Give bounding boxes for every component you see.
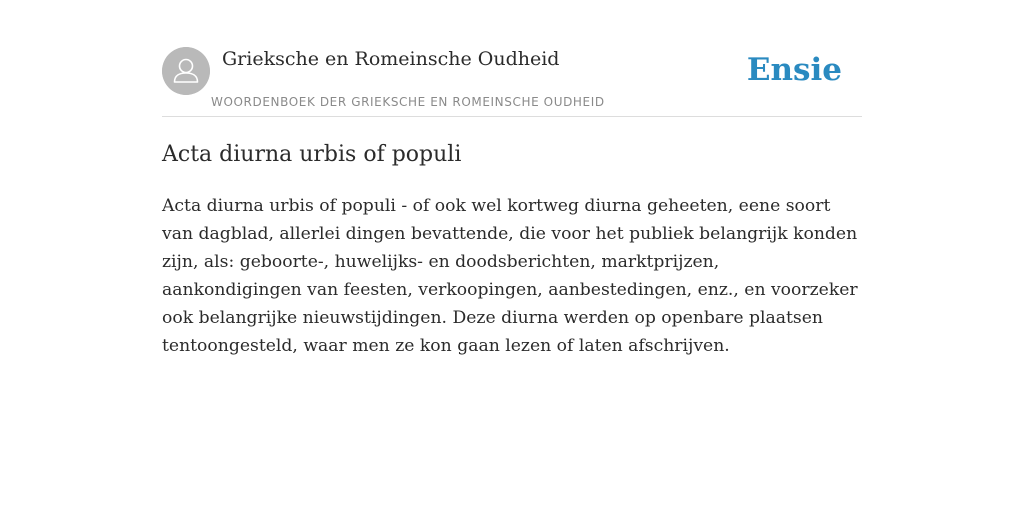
entry-title: Acta diurna urbis of populi [162, 142, 462, 167]
avatar[interactable] [162, 47, 210, 95]
entry-body: Acta diurna urbis of populi - of ook wel kortweg diurna geheeten, eene soort van dagblad, allerlei dingen bevattende, die voor het publiek belangrijk konden zijn, als: geboorte-, huwelijks- en doodsberichten, marktprijzen, aankondigingen van feesten, verkoopingen, aanbestedingen, enz., en voorzeker ook belangrijke nieuwstijdingen. Deze diurna werden op openbare plaatsen tentoongesteld, waar men ze kon gaan lezen of laten afschrijven. [162, 196, 858, 356]
brand-logo[interactable]: Ensie [746, 52, 842, 88]
source-header [162, 46, 862, 117]
source-subtitle[interactable]: WOORDENBOEK DER GRIEKSCHE EN ROMEINSCHE OUDHEID [211, 95, 605, 109]
source-title[interactable]: Grieksche en Romeinsche Oudheid [222, 48, 560, 70]
